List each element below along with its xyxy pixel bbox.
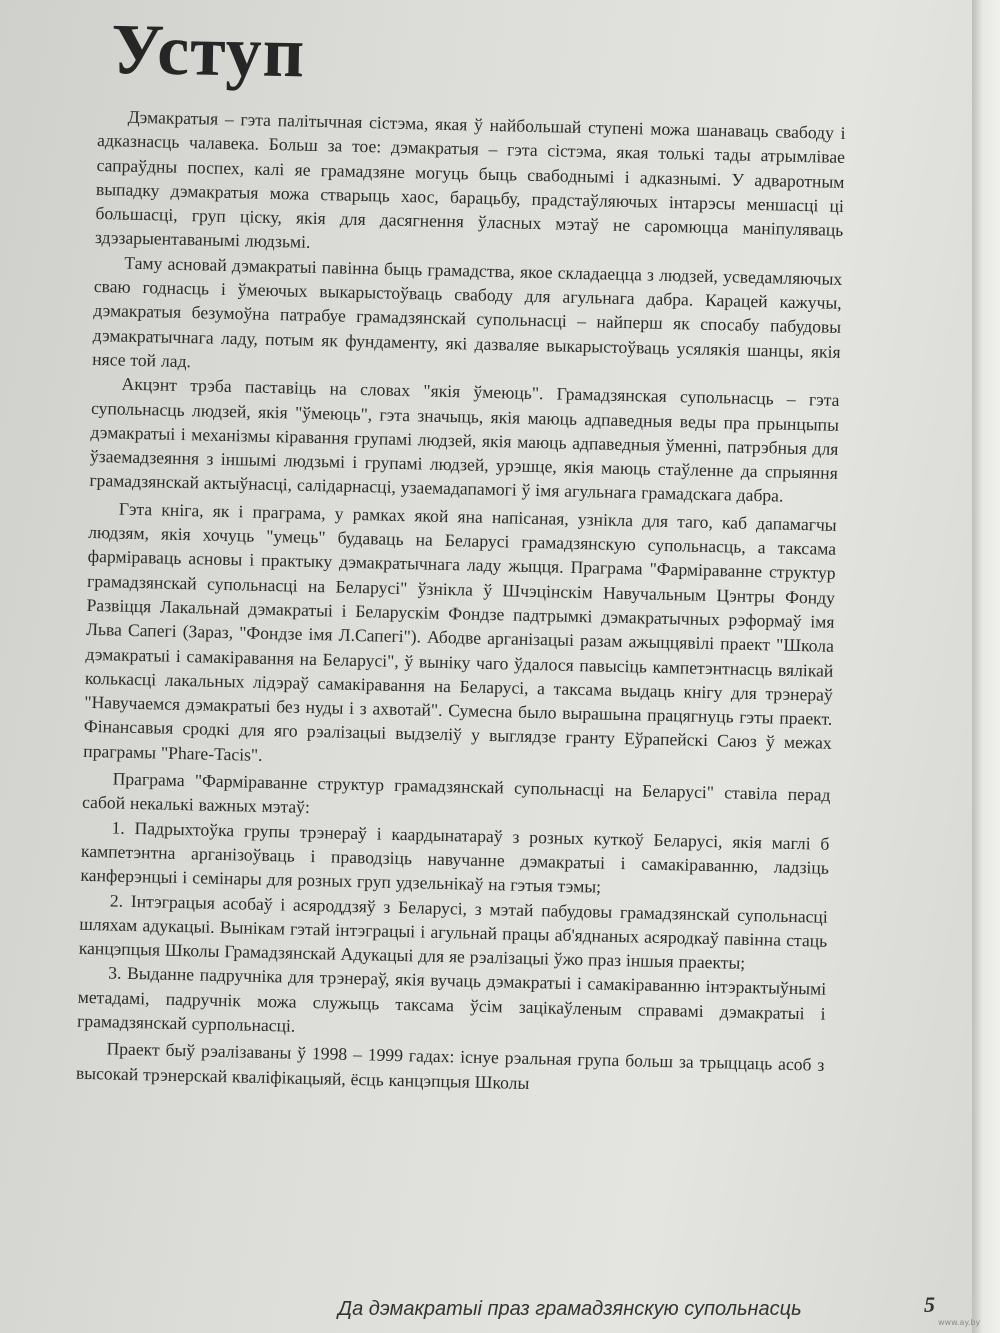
watermark: www.ay.by — [938, 1318, 981, 1327]
list-item-3: 3. Выданне падручніка для трэнераў, якія вучаць дэмакратыі і самакіраванню інтэрактыўнымі метадамі, падручнік можа служыць таксама ўсім зацікаўленым справамі дэмакратыі і грамадзянскай сурпольнасці. — [76, 962, 827, 1036]
page-edge — [972, 0, 1000, 1333]
paragraph-4: Гэта кніга, як і праграма, у рамках якой яна напісаная, узнікла для таго, каб дапамагчы людзям, якія хочуць "умець" будаваць на Беларусі грамадзянскую супольнасць, а таксама фарміраваць асновы і практыку дэмакратычнага ладу жыцця. Праграма "Фарміраванне структур грамадзянскай супольнасці на Беларусі" ўзнікла ў Шчэцінскім Навучальным Цэнтры Фонду Развіцця Лакальнай дэмакратыі і Беларускім Фондзе падтрымкі дэмакратычных рэформаў імя Льва Сапегі (Зараз, "Фондзе імя Л.Сапегі"). Абодве арганізацыі разам ажыццявілі праект "Школа дэмакратыі і самакіравання на Беларусі", ў выніку чаго ўдалося павысіць кампетэнтнасць вялікай колькасці лакальных лідэраў самакіравання на Беларусі, а таксама выдаць кнігу для трэнераў "Навучаемся дэмакратыі без нуды і з ахвотай". Сумесна было вырашына працягнуць гэты праект. Фінансавыя сродкі для яго рэалізацыі выдзеліў у выглядзе гранту Еўрапейскі Саюз ў межах праграмы "Phare-Tacis". — [83, 498, 837, 765]
page-number: 5 — [924, 1292, 935, 1317]
list-item-2: 2. Інтэграцыя асобаў і асяроддзяў з Беларусі, з мэтай пабудовы грамадзянскай супольнасці шляхам адукацыі. Вынікам гэтай інтэграцыі і агульнай працы аб'яднаных асяродкаў павінна стаць канцэпцыя Школы Грамадзянскай Адукацыі для яе рэалізацыі ўжо праз іншыя праекты; — [78, 889, 828, 973]
page-title: Уступ — [110, 8, 306, 93]
paragraph-5: Праграма "Фарміраванне структур грамадзянскай супольнасці на Беларусі" ставіла перад сабой некалькі важных мэтаў: — [81, 768, 831, 818]
paragraph-3: Акцэнт трэба паставіць на словах "якія ўмеюць". Грамадзянская супольнасць – гэта супольнасць людзей, якія "ўмеюць", гэта значыць, якія маюць адпаведныя веды пра прынцыпы дэмакратыі і механізмы кіравання групамі людзей, якія маюць адпаведныя ўменні, патрэбныя для ўзаемадзеяння з іншымі людзьмі і групамі людзей, урэшце, якія маюць стаўленне да спрыяння грамадзянскай актыўнасці, салідарнасці, узаемадапамогі ў імя агульнага грамадскага дабра. — [89, 373, 840, 507]
body-text — [76, 104, 846, 1102]
paragraph-6: Праект быў рэалізаваны ў 1998 – 1999 гадах: існуе рэальная група больш за трыццаць асоб з высокай трэнерскай кваліфікацыяй, ёсць канцэпцыя Школы — [75, 1038, 825, 1093]
list-item-1: 1. Падрыхтоўка групы трэнераў і каардынатараў з розных куткоў Беларусі, якія маглі б кампетэнтна арганізоўваць і праводзіць навучанне дэмакратыі і самакіраванню, ладзіць канферэнцыі і семінары для розных груп удзельнікаў на гэтыя тэмы; — [80, 817, 830, 897]
paragraph-1: Дэмакратыя – гэта палітычная сістэма, якая ў найбольшай ступені можа шанаваць свабоду і адказнасць чалавека. Больш за тое: дэмакратыя – гэта сістэма, якая толькі тады атрымлівае сапраўдны поспех, калі яе грамадзяне могуць быць свабоднымі і адказнымі. У адваротным выпадку дэмакратыя можа стварыць хаос, барацьбу, прадстаўляючых інтарэсы меншасці ці большасці, груп ціску, якія для дасягнення ўласных мэтаў не саромюцца маніпуляваць здэзарыентаванымі людзьмі. — [94, 106, 846, 253]
running-footer: Да дэмакратыі праз грамадзянскую супольнасць — [338, 1298, 802, 1320]
paragraph-2: Таму асновай дэмакратыі павінна быць грамадства, якое складаецца з людзей, усведамляючых сваю годнасць і ўмеючых выкарыстоўваць свабоду для агульнага дабра. Карацей кажучы, дэмакратыя безумоўна патрабуе грамадзянскай супольнасці – найперш як спосабу пабудовы дэмакратычнага ладу, потым як фундаменту, які дазваляе выкарыстоўваць усялякія шанцы, якія нясе той лад. — [91, 252, 843, 372]
